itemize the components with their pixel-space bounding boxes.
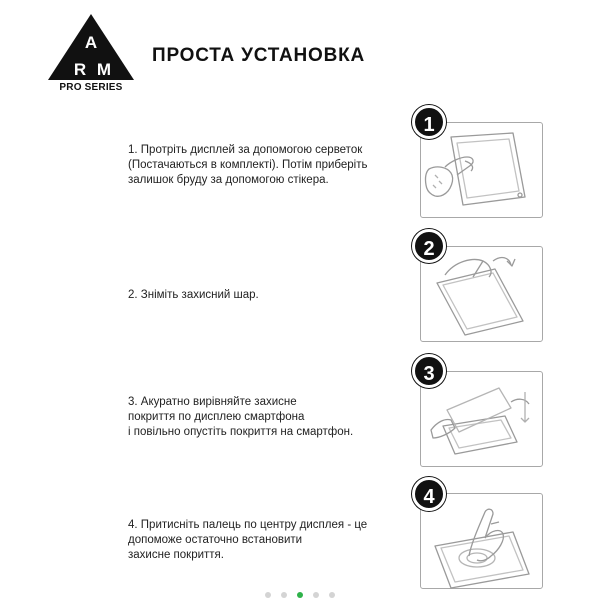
step-2-line-1: 2. Зніміть захисний шар. [128, 289, 259, 301]
step-4-line-2: допоможе остаточно встановити [128, 534, 303, 546]
step-4-line-3: захисне покриття. [128, 549, 224, 561]
pagination-dot-2[interactable] [281, 592, 287, 598]
page-title: ПРОСТА УСТАНОВКА [152, 45, 366, 66]
step-1-line-2: (Постачаються в комплекті). Потім приберіть [128, 159, 368, 171]
pagination-dot-3[interactable] [297, 592, 303, 598]
step-2-text [128, 288, 408, 303]
step-3-line-3: і повільно опустіть покриття на смартфон. [128, 426, 354, 438]
step-3-badge: 3 [412, 354, 446, 388]
align-film-icon [421, 372, 544, 468]
step-1-badge: 1 [412, 105, 446, 139]
step-4-text [128, 518, 408, 563]
step-1-illustration [420, 122, 543, 218]
logo-triangle-icon [46, 12, 136, 84]
logo-letter-a: A [84, 33, 98, 52]
press-finger-icon [421, 494, 544, 590]
step-4-line-1: 4. Притисніть палець по центру дисплея - це [128, 519, 368, 531]
step-2-illustration [420, 246, 543, 342]
brand-logo [46, 12, 136, 94]
peel-film-icon [421, 247, 544, 343]
pagination-dot-4[interactable] [313, 592, 319, 598]
step-3-illustration [420, 371, 543, 467]
step-3-line-1: 3. Акуратно вирівняйте захисне [128, 396, 297, 408]
step-4-badge: 4 [412, 477, 446, 511]
step-3-line-2: покриття по дисплею смартфона [128, 411, 305, 423]
step-3-text [128, 395, 408, 440]
step-1-text [128, 143, 408, 188]
pagination-dots [0, 592, 600, 600]
logo-subtitle: PRO SERIES [59, 82, 123, 93]
pagination-dot-1[interactable] [265, 592, 271, 598]
step-2-badge: 2 [412, 229, 446, 263]
step-1-line-1: 1. Протріть дисплей за допомогою серветок [128, 144, 363, 156]
logo-letter-m: M [96, 60, 112, 79]
step-1-line-3: залишок бруду за допомогою стікера. [128, 174, 329, 186]
wipe-cloth-icon [421, 123, 544, 219]
logo-letter-r: R [73, 60, 87, 79]
pagination-dot-5[interactable] [329, 592, 335, 598]
